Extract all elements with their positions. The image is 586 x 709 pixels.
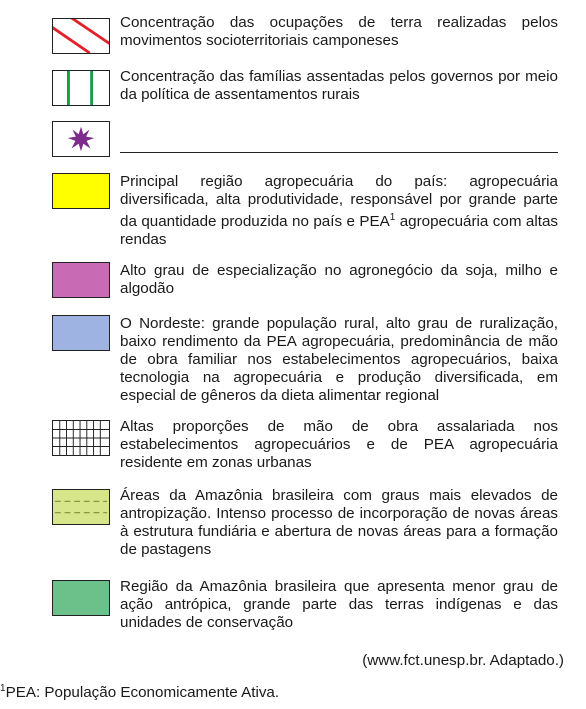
legend-text-northeast: O Nordeste: grande população rural, alto grau de ruralização, baixo rendimento da PEA agropecuária, predominância de mão de obra familiar nos estabelecimentos agropecuários, baixa tecnologia na agropecuária e produção diversificada, em especial de gêneros da dieta alimentar regional — [120, 315, 558, 404]
legend-text-amazon-preserved: Região da Amazônia brasileira que apresenta menor grau de ação antrópica, grande parte das terras indígenas e das unidades de conservação — [120, 578, 558, 631]
footnote-number: 1 — [0, 683, 6, 694]
footnote-marker: 1 — [389, 212, 396, 223]
legend-text-amazon-anthropized: Áreas da Amazônia brasileira com graus mais elevados de antropização. Intenso processo de incorporação de novas áreas à estrutura fundiária e abertura de novas áreas para a formação de pastagens — [120, 487, 558, 558]
legend-text-agribusiness: Alto grau de especialização no agronegócio da soja, milho e algodão — [120, 262, 558, 297]
purple-star-burst-swatch — [52, 121, 110, 157]
green-fill-swatch — [52, 580, 110, 616]
footnote — [0, 683, 279, 701]
green-vertical-lines-swatch — [52, 70, 110, 106]
blank-answer-line — [120, 152, 558, 153]
black-grid-swatch — [52, 420, 110, 456]
legend-text-land-occupations: Concentração das ocupações de terra realizadas pelos movimentos socioterritoriais camponeses — [120, 14, 558, 49]
source-citation: (www.fct.unesp.br. Adaptado.) — [362, 652, 564, 669]
legend-text-settled-families: Concentração das famílias assentadas pelos governos por meio da política de assentamentos rurais — [120, 68, 558, 103]
magenta-fill-swatch — [52, 262, 110, 298]
legend-text-salaried-labor: Altas proporções de mão de obra assalariada nos estabelecimentos agropecuários e de PEA agropecuária residente em zonas urbanas — [120, 418, 558, 471]
legend-text-main-agricultural-region: Principal região agropecuária do país: agropecuária diversificada, alta produtividade, responsável por grande parte da quantidade produzida no país e PEA$^1$ agropecuária com altas rendas — [120, 173, 558, 248]
light-blue-fill-swatch — [52, 315, 110, 351]
yellow-fill-swatch — [52, 173, 110, 209]
red-diagonal-lines-swatch — [52, 18, 110, 54]
lime-fill-dashed-swatch — [52, 489, 110, 525]
footnote-text: PEA: População Economicamente Ativa. — [5, 684, 280, 701]
